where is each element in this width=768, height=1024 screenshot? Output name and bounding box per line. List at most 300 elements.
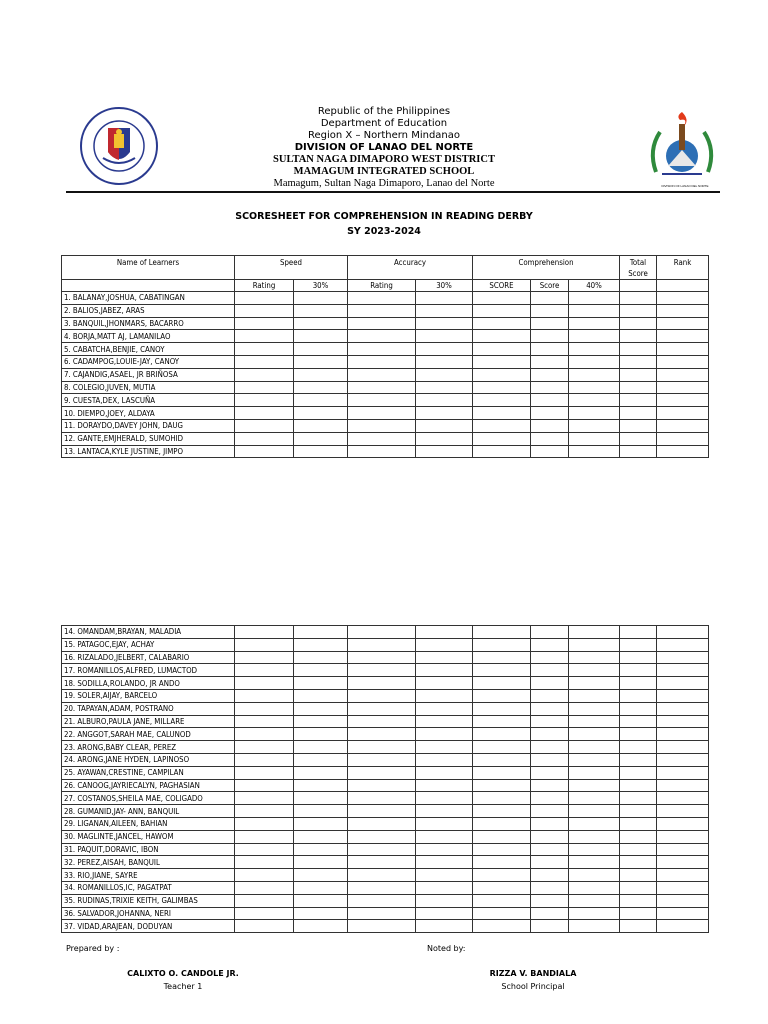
- score-cell[interactable]: [473, 843, 531, 856]
- score-cell[interactable]: [569, 881, 620, 894]
- score-cell[interactable]: [416, 626, 473, 639]
- score-cell[interactable]: [294, 407, 348, 420]
- score-cell[interactable]: [416, 292, 473, 305]
- score-cell[interactable]: [531, 869, 569, 882]
- score-cell[interactable]: [294, 869, 348, 882]
- score-cell[interactable]: [416, 856, 473, 869]
- score-cell[interactable]: [294, 702, 348, 715]
- score-cell[interactable]: [473, 779, 531, 792]
- score-cell[interactable]: [569, 689, 620, 702]
- score-cell[interactable]: [294, 753, 348, 766]
- score-cell[interactable]: [657, 741, 709, 754]
- score-cell[interactable]: [235, 753, 294, 766]
- score-cell[interactable]: [294, 881, 348, 894]
- score-cell[interactable]: [569, 355, 620, 368]
- score-cell[interactable]: [294, 728, 348, 741]
- score-cell[interactable]: [416, 368, 473, 381]
- score-cell[interactable]: [569, 677, 620, 690]
- score-cell[interactable]: [531, 664, 569, 677]
- score-cell[interactable]: [235, 638, 294, 651]
- score-cell[interactable]: [657, 432, 709, 445]
- score-cell[interactable]: [416, 702, 473, 715]
- score-cell[interactable]: [348, 766, 416, 779]
- score-cell[interactable]: [473, 664, 531, 677]
- score-cell[interactable]: [657, 920, 709, 933]
- score-cell[interactable]: [657, 651, 709, 664]
- score-cell[interactable]: [531, 741, 569, 754]
- score-cell[interactable]: [235, 626, 294, 639]
- score-cell[interactable]: [235, 766, 294, 779]
- score-cell[interactable]: [531, 677, 569, 690]
- score-cell[interactable]: [657, 407, 709, 420]
- score-cell[interactable]: [348, 343, 416, 356]
- score-cell[interactable]: [531, 432, 569, 445]
- score-cell[interactable]: [657, 792, 709, 805]
- score-cell[interactable]: [235, 702, 294, 715]
- score-cell[interactable]: [531, 843, 569, 856]
- score-cell[interactable]: [657, 419, 709, 432]
- score-cell[interactable]: [531, 715, 569, 728]
- score-cell[interactable]: [294, 894, 348, 907]
- score-cell[interactable]: [348, 753, 416, 766]
- score-cell[interactable]: [569, 419, 620, 432]
- score-cell[interactable]: [294, 677, 348, 690]
- score-cell[interactable]: [416, 741, 473, 754]
- score-cell[interactable]: [569, 920, 620, 933]
- score-cell[interactable]: [620, 317, 657, 330]
- score-cell[interactable]: [473, 638, 531, 651]
- score-cell[interactable]: [235, 419, 294, 432]
- score-cell[interactable]: [531, 304, 569, 317]
- score-cell[interactable]: [531, 792, 569, 805]
- score-cell[interactable]: [657, 894, 709, 907]
- score-cell[interactable]: [473, 677, 531, 690]
- score-cell[interactable]: [294, 779, 348, 792]
- score-cell[interactable]: [294, 355, 348, 368]
- score-cell[interactable]: [416, 432, 473, 445]
- score-cell[interactable]: [235, 792, 294, 805]
- score-cell[interactable]: [531, 419, 569, 432]
- score-cell[interactable]: [416, 381, 473, 394]
- score-cell[interactable]: [657, 728, 709, 741]
- score-cell[interactable]: [473, 626, 531, 639]
- score-cell[interactable]: [294, 856, 348, 869]
- score-cell[interactable]: [531, 368, 569, 381]
- score-cell[interactable]: [473, 766, 531, 779]
- score-cell[interactable]: [294, 368, 348, 381]
- score-cell[interactable]: [657, 715, 709, 728]
- score-cell[interactable]: [348, 407, 416, 420]
- score-cell[interactable]: [294, 920, 348, 933]
- score-cell[interactable]: [416, 881, 473, 894]
- score-cell[interactable]: [531, 817, 569, 830]
- score-cell[interactable]: [235, 292, 294, 305]
- score-cell[interactable]: [294, 689, 348, 702]
- score-cell[interactable]: [348, 843, 416, 856]
- score-cell[interactable]: [348, 689, 416, 702]
- score-cell[interactable]: [235, 677, 294, 690]
- score-cell[interactable]: [235, 805, 294, 818]
- score-cell[interactable]: [416, 638, 473, 651]
- score-cell[interactable]: [416, 664, 473, 677]
- score-cell[interactable]: [348, 830, 416, 843]
- score-cell[interactable]: [620, 728, 657, 741]
- score-cell[interactable]: [235, 330, 294, 343]
- score-cell[interactable]: [569, 869, 620, 882]
- score-cell[interactable]: [416, 728, 473, 741]
- score-cell[interactable]: [348, 869, 416, 882]
- score-cell[interactable]: [235, 368, 294, 381]
- score-cell[interactable]: [657, 869, 709, 882]
- score-cell[interactable]: [235, 343, 294, 356]
- score-cell[interactable]: [416, 843, 473, 856]
- score-cell[interactable]: [235, 779, 294, 792]
- score-cell[interactable]: [348, 856, 416, 869]
- score-cell[interactable]: [531, 343, 569, 356]
- score-cell[interactable]: [348, 330, 416, 343]
- score-cell[interactable]: [620, 355, 657, 368]
- score-cell[interactable]: [473, 368, 531, 381]
- score-cell[interactable]: [531, 907, 569, 920]
- score-cell[interactable]: [620, 753, 657, 766]
- score-cell[interactable]: [569, 779, 620, 792]
- score-cell[interactable]: [657, 907, 709, 920]
- score-cell[interactable]: [348, 677, 416, 690]
- score-cell[interactable]: [620, 304, 657, 317]
- score-cell[interactable]: [473, 856, 531, 869]
- score-cell[interactable]: [348, 381, 416, 394]
- score-cell[interactable]: [473, 817, 531, 830]
- score-cell[interactable]: [348, 805, 416, 818]
- score-cell[interactable]: [235, 651, 294, 664]
- score-cell[interactable]: [294, 292, 348, 305]
- score-cell[interactable]: [416, 894, 473, 907]
- score-cell[interactable]: [569, 394, 620, 407]
- score-cell[interactable]: [620, 419, 657, 432]
- score-cell[interactable]: [348, 651, 416, 664]
- score-cell[interactable]: [657, 664, 709, 677]
- score-cell[interactable]: [348, 432, 416, 445]
- score-cell[interactable]: [531, 355, 569, 368]
- score-cell[interactable]: [235, 394, 294, 407]
- score-cell[interactable]: [473, 394, 531, 407]
- score-cell[interactable]: [657, 317, 709, 330]
- score-cell[interactable]: [657, 702, 709, 715]
- score-cell[interactable]: [620, 381, 657, 394]
- score-cell[interactable]: [294, 805, 348, 818]
- score-cell[interactable]: [235, 920, 294, 933]
- score-cell[interactable]: [473, 330, 531, 343]
- score-cell[interactable]: [620, 830, 657, 843]
- score-cell[interactable]: [416, 394, 473, 407]
- score-cell[interactable]: [531, 702, 569, 715]
- score-cell[interactable]: [620, 368, 657, 381]
- score-cell[interactable]: [294, 843, 348, 856]
- score-cell[interactable]: [348, 741, 416, 754]
- score-cell[interactable]: [657, 805, 709, 818]
- score-cell[interactable]: [531, 779, 569, 792]
- score-cell[interactable]: [294, 741, 348, 754]
- score-cell[interactable]: [657, 677, 709, 690]
- score-cell[interactable]: [657, 753, 709, 766]
- score-cell[interactable]: [348, 292, 416, 305]
- score-cell[interactable]: [294, 817, 348, 830]
- score-cell[interactable]: [473, 381, 531, 394]
- score-cell[interactable]: [569, 856, 620, 869]
- score-cell[interactable]: [569, 843, 620, 856]
- score-cell[interactable]: [416, 407, 473, 420]
- score-cell[interactable]: [473, 419, 531, 432]
- score-cell[interactable]: [348, 715, 416, 728]
- score-cell[interactable]: [416, 792, 473, 805]
- score-cell[interactable]: [348, 638, 416, 651]
- score-cell[interactable]: [657, 638, 709, 651]
- score-cell[interactable]: [531, 766, 569, 779]
- score-cell[interactable]: [620, 626, 657, 639]
- score-cell[interactable]: [657, 779, 709, 792]
- score-cell[interactable]: [348, 817, 416, 830]
- score-cell[interactable]: [620, 638, 657, 651]
- score-cell[interactable]: [416, 869, 473, 882]
- score-cell[interactable]: [531, 830, 569, 843]
- score-cell[interactable]: [416, 677, 473, 690]
- score-cell[interactable]: [416, 343, 473, 356]
- score-cell[interactable]: [531, 330, 569, 343]
- score-cell[interactable]: [657, 394, 709, 407]
- score-cell[interactable]: [473, 651, 531, 664]
- score-cell[interactable]: [657, 304, 709, 317]
- score-cell[interactable]: [569, 766, 620, 779]
- score-cell[interactable]: [531, 638, 569, 651]
- score-cell[interactable]: [620, 664, 657, 677]
- score-cell[interactable]: [531, 626, 569, 639]
- score-cell[interactable]: [569, 753, 620, 766]
- score-cell[interactable]: [569, 830, 620, 843]
- score-cell[interactable]: [569, 381, 620, 394]
- score-cell[interactable]: [657, 689, 709, 702]
- score-cell[interactable]: [657, 330, 709, 343]
- score-cell[interactable]: [620, 869, 657, 882]
- score-cell[interactable]: [620, 677, 657, 690]
- score-cell[interactable]: [348, 907, 416, 920]
- score-cell[interactable]: [531, 894, 569, 907]
- score-cell[interactable]: [235, 741, 294, 754]
- score-cell[interactable]: [473, 304, 531, 317]
- score-cell[interactable]: [294, 394, 348, 407]
- score-cell[interactable]: [473, 407, 531, 420]
- score-cell[interactable]: [416, 330, 473, 343]
- score-cell[interactable]: [416, 355, 473, 368]
- score-cell[interactable]: [569, 317, 620, 330]
- score-cell[interactable]: [620, 651, 657, 664]
- score-cell[interactable]: [294, 651, 348, 664]
- score-cell[interactable]: [235, 407, 294, 420]
- score-cell[interactable]: [569, 304, 620, 317]
- score-cell[interactable]: [235, 304, 294, 317]
- score-cell[interactable]: [531, 381, 569, 394]
- score-cell[interactable]: [569, 432, 620, 445]
- score-cell[interactable]: [620, 445, 657, 458]
- score-cell[interactable]: [294, 664, 348, 677]
- score-cell[interactable]: [348, 894, 416, 907]
- score-cell[interactable]: [657, 626, 709, 639]
- score-cell[interactable]: [473, 894, 531, 907]
- score-cell[interactable]: [531, 394, 569, 407]
- score-cell[interactable]: [531, 920, 569, 933]
- score-cell[interactable]: [348, 626, 416, 639]
- score-cell[interactable]: [348, 881, 416, 894]
- score-cell[interactable]: [416, 753, 473, 766]
- score-cell[interactable]: [657, 830, 709, 843]
- score-cell[interactable]: [657, 368, 709, 381]
- score-cell[interactable]: [235, 664, 294, 677]
- score-cell[interactable]: [235, 843, 294, 856]
- score-cell[interactable]: [348, 394, 416, 407]
- score-cell[interactable]: [348, 419, 416, 432]
- score-cell[interactable]: [473, 920, 531, 933]
- score-cell[interactable]: [657, 445, 709, 458]
- score-cell[interactable]: [235, 907, 294, 920]
- score-cell[interactable]: [569, 343, 620, 356]
- score-cell[interactable]: [416, 907, 473, 920]
- score-cell[interactable]: [620, 805, 657, 818]
- score-cell[interactable]: [569, 741, 620, 754]
- score-cell[interactable]: [294, 445, 348, 458]
- score-cell[interactable]: [657, 843, 709, 856]
- score-cell[interactable]: [531, 753, 569, 766]
- score-cell[interactable]: [473, 728, 531, 741]
- score-cell[interactable]: [531, 881, 569, 894]
- score-cell[interactable]: [416, 830, 473, 843]
- score-cell[interactable]: [569, 817, 620, 830]
- score-cell[interactable]: [235, 689, 294, 702]
- score-cell[interactable]: [531, 856, 569, 869]
- score-cell[interactable]: [294, 715, 348, 728]
- score-cell[interactable]: [569, 651, 620, 664]
- score-cell[interactable]: [235, 381, 294, 394]
- score-cell[interactable]: [657, 817, 709, 830]
- score-cell[interactable]: [294, 638, 348, 651]
- score-cell[interactable]: [348, 920, 416, 933]
- score-cell[interactable]: [620, 702, 657, 715]
- score-cell[interactable]: [416, 651, 473, 664]
- score-cell[interactable]: [348, 445, 416, 458]
- score-cell[interactable]: [620, 689, 657, 702]
- score-cell[interactable]: [294, 766, 348, 779]
- score-cell[interactable]: [416, 317, 473, 330]
- score-cell[interactable]: [473, 343, 531, 356]
- score-cell[interactable]: [620, 330, 657, 343]
- score-cell[interactable]: [657, 856, 709, 869]
- score-cell[interactable]: [473, 292, 531, 305]
- score-cell[interactable]: [294, 317, 348, 330]
- score-cell[interactable]: [235, 715, 294, 728]
- score-cell[interactable]: [620, 432, 657, 445]
- score-cell[interactable]: [348, 355, 416, 368]
- score-cell[interactable]: [294, 626, 348, 639]
- score-cell[interactable]: [620, 894, 657, 907]
- score-cell[interactable]: [531, 317, 569, 330]
- score-cell[interactable]: [657, 355, 709, 368]
- score-cell[interactable]: [657, 766, 709, 779]
- score-cell[interactable]: [235, 817, 294, 830]
- score-cell[interactable]: [235, 881, 294, 894]
- score-cell[interactable]: [569, 907, 620, 920]
- score-cell[interactable]: [620, 741, 657, 754]
- score-cell[interactable]: [235, 856, 294, 869]
- score-cell[interactable]: [657, 292, 709, 305]
- score-cell[interactable]: [294, 419, 348, 432]
- score-cell[interactable]: [531, 689, 569, 702]
- score-cell[interactable]: [235, 317, 294, 330]
- score-cell[interactable]: [569, 638, 620, 651]
- score-cell[interactable]: [569, 292, 620, 305]
- score-cell[interactable]: [416, 689, 473, 702]
- score-cell[interactable]: [620, 766, 657, 779]
- score-cell[interactable]: [473, 907, 531, 920]
- score-cell[interactable]: [473, 792, 531, 805]
- score-cell[interactable]: [620, 292, 657, 305]
- score-cell[interactable]: [657, 381, 709, 394]
- score-cell[interactable]: [473, 445, 531, 458]
- score-cell[interactable]: [416, 817, 473, 830]
- score-cell[interactable]: [531, 445, 569, 458]
- score-cell[interactable]: [416, 920, 473, 933]
- score-cell[interactable]: [416, 715, 473, 728]
- score-cell[interactable]: [473, 753, 531, 766]
- score-cell[interactable]: [416, 419, 473, 432]
- score-cell[interactable]: [235, 432, 294, 445]
- score-cell[interactable]: [531, 407, 569, 420]
- score-cell[interactable]: [348, 702, 416, 715]
- score-cell[interactable]: [235, 728, 294, 741]
- score-cell[interactable]: [531, 805, 569, 818]
- score-cell[interactable]: [473, 830, 531, 843]
- score-cell[interactable]: [620, 715, 657, 728]
- score-cell[interactable]: [294, 381, 348, 394]
- score-cell[interactable]: [348, 368, 416, 381]
- score-cell[interactable]: [294, 343, 348, 356]
- score-cell[interactable]: [569, 715, 620, 728]
- score-cell[interactable]: [416, 304, 473, 317]
- score-cell[interactable]: [569, 664, 620, 677]
- score-cell[interactable]: [294, 432, 348, 445]
- score-cell[interactable]: [473, 805, 531, 818]
- score-cell[interactable]: [294, 330, 348, 343]
- score-cell[interactable]: [294, 830, 348, 843]
- score-cell[interactable]: [294, 792, 348, 805]
- score-cell[interactable]: [473, 881, 531, 894]
- score-cell[interactable]: [620, 920, 657, 933]
- score-cell[interactable]: [416, 779, 473, 792]
- score-cell[interactable]: [569, 626, 620, 639]
- score-cell[interactable]: [235, 869, 294, 882]
- score-cell[interactable]: [473, 702, 531, 715]
- score-cell[interactable]: [620, 779, 657, 792]
- score-cell[interactable]: [416, 445, 473, 458]
- score-cell[interactable]: [620, 394, 657, 407]
- score-cell[interactable]: [473, 317, 531, 330]
- score-cell[interactable]: [620, 907, 657, 920]
- score-cell[interactable]: [569, 805, 620, 818]
- score-cell[interactable]: [569, 728, 620, 741]
- score-cell[interactable]: [473, 715, 531, 728]
- score-cell[interactable]: [569, 330, 620, 343]
- score-cell[interactable]: [531, 651, 569, 664]
- score-cell[interactable]: [294, 304, 348, 317]
- score-cell[interactable]: [235, 445, 294, 458]
- score-cell[interactable]: [416, 766, 473, 779]
